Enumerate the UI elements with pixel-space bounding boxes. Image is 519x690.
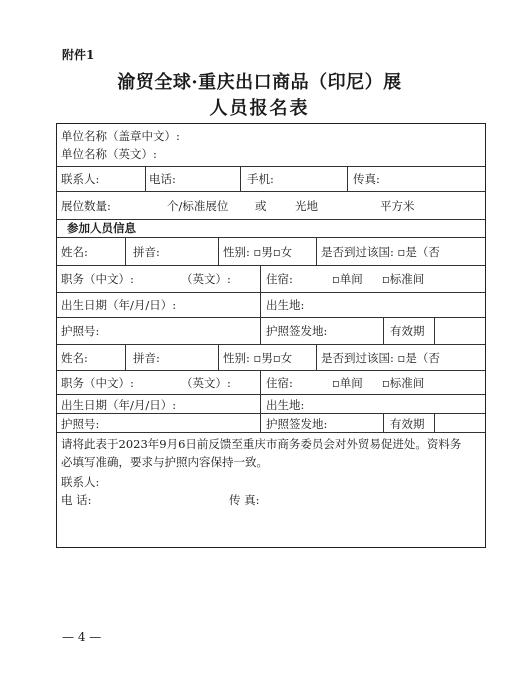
page-subtitle: 人员报名表: [209, 98, 310, 119]
col-divider: [260, 265, 261, 344]
participant-standard-room-option: ▫标准间: [382, 272, 425, 286]
participant-passport-label: 护照号:: [61, 324, 100, 338]
row-divider: [57, 432, 485, 433]
col-divider: [240, 166, 241, 191]
row-divider: [57, 219, 485, 220]
row-divider: [57, 191, 485, 192]
row-divider: [57, 413, 485, 414]
booth-count-label: 展位数量:: [61, 199, 111, 213]
col-divider: [316, 344, 317, 370]
participant-visited-label: 是否到过该国: ▫是（否: [321, 245, 440, 259]
col-divider: [145, 166, 146, 191]
col-divider: [347, 166, 348, 191]
participant-name-label: 姓名:: [61, 245, 88, 259]
page-number: — 4 —: [62, 630, 102, 644]
booth-standard-label: 个/标准展位: [167, 199, 229, 213]
col-divider: [218, 344, 219, 370]
booth-or-label: 或: [255, 199, 267, 213]
fax-label: 传真:: [353, 172, 380, 186]
booth-raw-space-label: 光地: [295, 199, 318, 213]
contact-label: 联系人:: [61, 172, 100, 186]
row-divider: [57, 265, 485, 266]
row-divider: [57, 292, 485, 293]
participant-pinyin-label: 拼音:: [133, 351, 160, 365]
participant-validity-label: 有效期: [390, 324, 425, 338]
col-divider: [218, 237, 219, 265]
participant-position-en-label: （英文）:: [181, 272, 231, 286]
note-phone-label: 电 话:: [61, 493, 92, 507]
note-contact-label: 联系人:: [61, 475, 100, 489]
col-divider: [316, 237, 317, 265]
booth-sqm-label: 平方米: [380, 199, 415, 213]
attachment-label: 附件1: [62, 48, 95, 62]
row-divider: [57, 394, 485, 395]
participant-lodging-label: 住宿:: [266, 272, 293, 286]
participant-birthplace-label: 出生地:: [266, 298, 305, 312]
phone-label: 电话:: [149, 172, 176, 186]
col-divider: [260, 370, 261, 432]
participant-passport-label: 护照号:: [61, 417, 100, 431]
participant-issue-place-label: 护照签发地:: [266, 324, 328, 338]
submission-note-line1: 请将此表于2023年9月6日前反馈至重庆市商务委员会对外贸易促进处。资料务: [61, 437, 462, 451]
col-divider: [383, 317, 384, 344]
participant-birthplace-label: 出生地:: [266, 398, 305, 412]
row-divider: [57, 370, 485, 371]
participant-visited-label: 是否到过该国: ▫是（否: [321, 351, 440, 365]
page-title: 渝贸全球·重庆出口商品（印尼）展: [117, 72, 402, 93]
participant-name-label: 姓名:: [61, 351, 88, 365]
submission-note-line2: 必填写准确，要求与护照内容保持一致。: [61, 455, 268, 469]
mobile-label: 手机:: [247, 172, 274, 186]
col-divider: [383, 413, 384, 432]
col-divider: [125, 344, 126, 370]
row-divider: [57, 237, 485, 238]
unit-name-en-label: 单位名称（英文）:: [61, 147, 157, 161]
participant-validity-label: 有效期: [390, 417, 425, 431]
participant-position-en-label: （英文）:: [181, 376, 231, 390]
col-divider: [125, 237, 126, 265]
participant-birthdate-label: 出生日期（年/月/日）:: [61, 298, 177, 312]
participant-gender-label: 性别: ▫男▫女: [223, 351, 293, 365]
col-divider: [434, 317, 435, 344]
participants-section-title: 参加人员信息: [67, 221, 136, 235]
participant-birthdate-label: 出生日期（年/月/日）:: [61, 398, 177, 412]
row-divider: [57, 317, 485, 318]
participant-single-room-option: ▫单间: [332, 376, 363, 390]
registration-form: [56, 123, 486, 548]
participant-gender-label: 性别: ▫男▫女: [223, 245, 293, 259]
participant-position-cn-label: 职务（中文）:: [61, 272, 134, 286]
participant-pinyin-label: 拼音:: [133, 245, 160, 259]
participant-standard-room-option: ▫标准间: [382, 376, 425, 390]
participant-issue-place-label: 护照签发地:: [266, 417, 328, 431]
participant-lodging-label: 住宿:: [266, 376, 293, 390]
participant-position-cn-label: 职务（中文）:: [61, 376, 134, 390]
row-divider: [57, 344, 485, 345]
unit-name-cn-label: 单位名称（盖章中文）:: [61, 129, 180, 143]
note-fax-label: 传 真:: [229, 493, 260, 507]
col-divider: [434, 413, 435, 432]
row-divider: [57, 166, 485, 167]
participant-single-room-option: ▫单间: [332, 272, 363, 286]
